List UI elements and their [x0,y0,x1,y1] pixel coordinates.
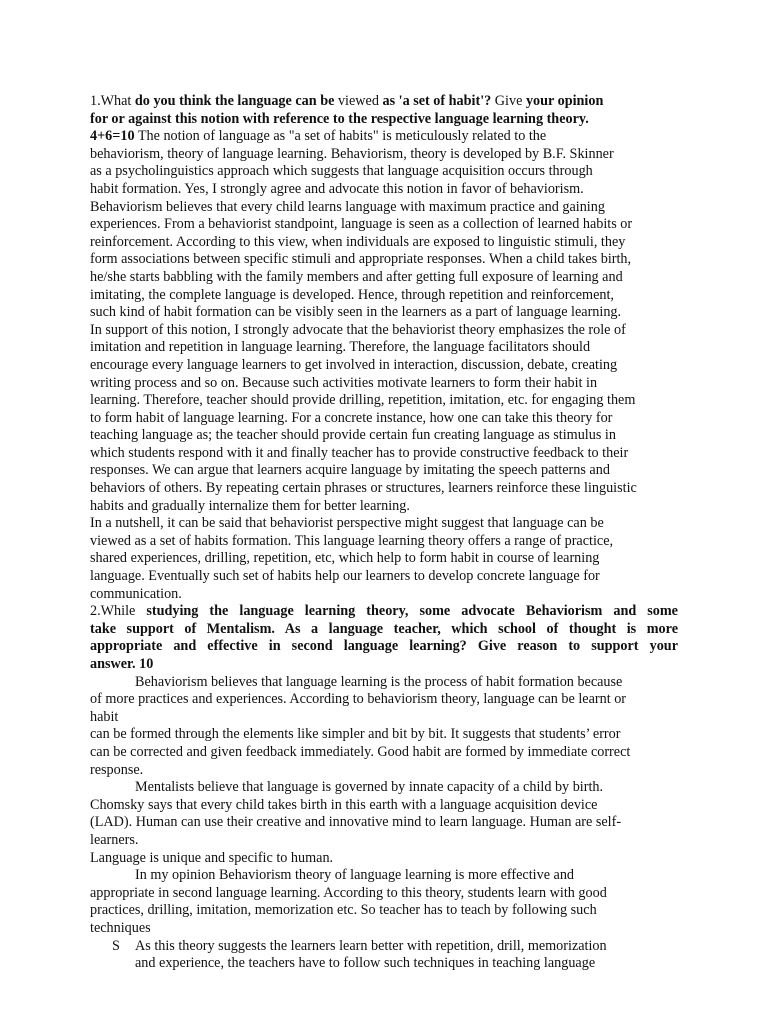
answer-text-line: (LAD). Human can use their creative and innovative mind to learn language. Human are self- [90,814,622,831]
answer-text-line: experiences. From a behaviorist standpoint, language is seen as a collection of learned habits or [90,216,633,233]
answer-text-line: habit formation. Yes, I strongly agree and advocate this notion in favor of behaviorism. [90,180,584,197]
answer-text-line: practices, drilling, imitation, memorization etc. So teacher has to teach by following such [90,902,597,919]
q2-opinion-paragraph [90,867,678,937]
q2-number: 2. [90,603,101,620]
q1-answer-body [90,146,678,603]
q2-heading-line-4: answer. 10 [90,656,154,672]
q2-heading-line-3: appropriate and effective in second language learning? Give reason to support your [90,638,678,655]
answer-text-line: encourage every language learners to get involved in interaction, discussion, debate, creating [90,356,618,373]
answer-text-line: teaching language as; the teacher should provide certain fun creating language as stimulus in [90,427,616,444]
answer-text-line: In my opinion Behaviorism theory of language learning is more effective and [135,867,575,884]
answer-text-line: language. Eventually such set of habits help our learners to develop concrete language for [90,568,600,585]
answer-text-line: behaviors of others. By repeating certain phrases or structures, learners reinforce these linguistic [90,480,637,497]
answer-text-line: imitating, the complete language is developed. Hence, through repetition and reinforcement, [90,286,614,303]
answer-text-line: which students respond with it and finally teacher has to provide constructive feedback to their [90,444,629,461]
answer-text-line: learning. Therefore, teacher should provide drilling, repetition, imitation, etc. for engaging them [90,392,636,409]
answer-text-line: he/she starts babbling with the family members and after getting full exposure of learning and [90,268,623,285]
answer-text-line: techniques [90,919,151,936]
answer-text-line: communication. [90,585,182,602]
answer-text-line: behaviorism, theory of language learning. Behaviorism, theory is developed by B.F. Skinner [90,145,614,162]
bullet-text-line-1: As this theory suggests the learners learn better with repetition, drill, memorization [135,937,607,954]
answer-text-line: can be formed through the elements like simpler and bit by bit. It suggests that students’ error [90,726,621,743]
answer-text-line: can be corrected and given feedback immediately. Good habit are formed by immediate correct [90,743,631,760]
q2-mentalism-paragraph [90,779,678,867]
q2-heading-line-2: take support of Mentalism. As a language teacher, which school of thought is more [90,620,678,637]
bullet-text-line-2: and experience, the teachers have to follow such techniques in teaching language [135,955,596,972]
q2-bullet-item [90,938,678,956]
answer-text-line: Behaviorism believes that every child learns language with maximum practice and gaining [90,198,605,215]
q1-number: 1. [90,93,101,109]
answer-text-line: Mentalists believe that language is governed by innate capacity of a child by birth. [135,779,604,796]
answer-text-line: writing process and so on. Because such activities motivate learners to form their habit in [90,374,598,391]
answer-text-line: habit [90,708,119,725]
q1-heading-line-1: 1.What do you think the language can be viewed as 'a set of habit'? Give your opinion [90,93,604,109]
answer-text-line: as a psycholinguistics approach which suggests that language acquisition occurs through [90,163,593,180]
bullet-marker: S [112,937,120,954]
q1-answer-first-line: 4+6=10 The notion of language as "a set of habits" is meticulously related to the [90,128,547,145]
answer-text-line: appropriate in second language learning. According to this theory, students learn with good [90,884,607,901]
answer-text-line: habits and gradually internalize them for better learning. [90,497,410,514]
q1-marks: 4+6=10 [90,128,135,145]
answer-text-line: In support of this notion, I strongly advocate that the behaviorist theory emphasizes the role of [90,321,626,338]
answer-text-line: responses. We can argue that learners acquire language by imitating the speech patterns and [90,462,610,479]
answer-text-line: of more practices and experiences. According to behaviorism theory, language can be learnt or [90,691,627,708]
answer-text-line: form associations between specific stimuli and appropriate responses. When a child takes birth, [90,251,632,268]
q2-behaviorism-paragraph [90,674,678,780]
answer-text-line: shared experiences, drilling, repetition, etc, which help to form habit in course of learning [90,550,600,567]
answer-text-line: Behaviorism believes that language learning is the process of habit formation because [135,673,623,690]
answer-text-line: such kind of habit formation can be visibly seen in the learners as a part of language learning. [90,304,622,321]
answer-text-line: to form habit of language learning. For a concrete instance, how one can take this theory for [90,409,613,426]
answer-text-line: Chomsky says that every child takes birth in this earth with a language acquisition device [90,796,598,813]
answer-text-line: learners. [90,831,139,848]
answer-text-line: Language is unique and specific to human. [90,849,334,866]
answer-text-line: In a nutshell, it can be said that behaviorist perspective might suggest that language can be [90,515,604,532]
q2-heading-line-1: 2.While studying the language learning theory, some advocate Behaviorism and some [90,603,678,620]
answer-text-line: response. [90,761,144,778]
answer-text-line: reinforcement. According to this view, when individuals are exposed to linguistic stimuli, they [90,233,626,250]
answer-text-line: imitation and repetition in language learning. Therefore, the language facilitators should [90,339,591,356]
q1-heading-line-2: for or against this notion with reference to the respective language learning theory. [90,110,589,127]
answer-text-line: viewed as a set of habits formation. This language learning theory offers a range of practice, [90,532,614,549]
